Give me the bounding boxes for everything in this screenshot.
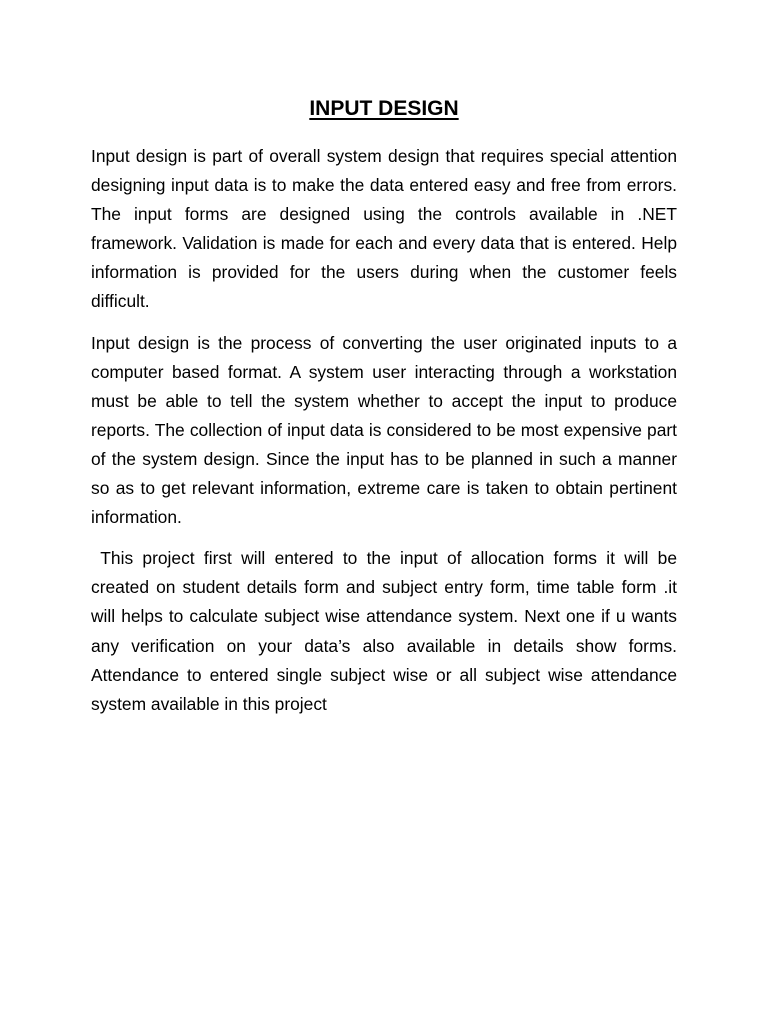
- document-body: [91, 142, 682, 731]
- paragraph-project-description: This project first will entered to the input of allocation forms it will be created on student details form and subject entry form, time table form .it will helps to calculate subject wise attendance system. Next one if u wants any verification on your data’s also available in details show forms. Attendance to entered single subject wise or all subject wise attendance system available in this project: [91, 548, 682, 714]
- paragraph-input-design-process: Input design is the process of converting the user originated inputs to a computer based format. A system user interacting through a workstation must be able to tell the system whether to accept the input to produce reports. The collection of input data is considered to be most expensive part of the system design. Since the input has to be planned in such a manner so as to get relevant information, extreme care is taken to obtain pertinent information.: [91, 332, 677, 528]
- paragraph-input-design-overview: Input design is part of overall system design that requires special attention designing input data is to make the data entered easy and free from errors. The input forms are designed using the controls available in .NET framework. Validation is made for each and every data that is entered. Help information is provided for the users during when the customer feels difficult.: [91, 146, 677, 312]
- document-title: INPUT DESIGN: [309, 97, 459, 120]
